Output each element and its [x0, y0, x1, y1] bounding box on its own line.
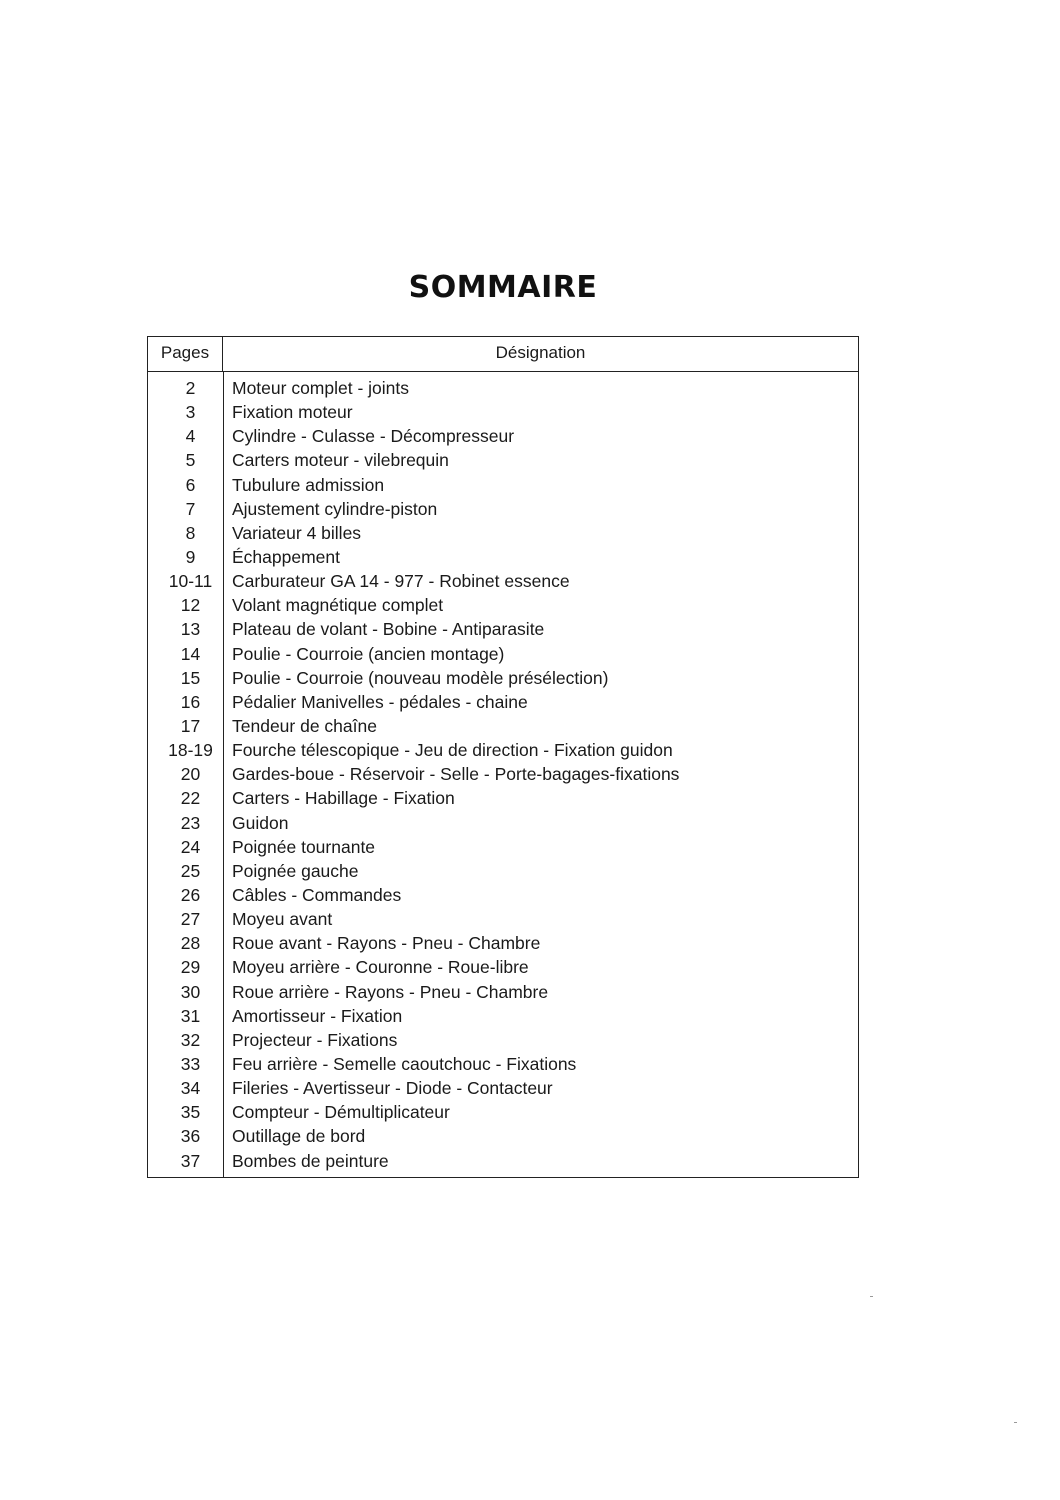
scan-speck	[870, 1296, 873, 1297]
row-page-number: 26	[180, 884, 201, 905]
table-row	[148, 1028, 858, 1052]
row-designation: Pédalier Manivelles - pédales - chaine	[232, 691, 528, 712]
table-row	[148, 1076, 858, 1100]
row-page-number: 34	[180, 1078, 201, 1099]
row-designation: Carters - Habillage - Fixation	[232, 788, 455, 809]
row-designation: Poignée tournante	[232, 836, 376, 857]
row-page-number: 23	[180, 812, 201, 833]
contents-table	[147, 336, 859, 1178]
row-page-number: 20	[180, 764, 201, 785]
row-designation: Fourche télescopique - Jeu de direction - Fixation guidon	[232, 740, 673, 761]
row-page-number: 25	[180, 860, 201, 881]
row-page-number: 33	[180, 1053, 201, 1074]
table-row	[148, 448, 858, 472]
row-page-number: 30	[180, 981, 201, 1002]
table-row	[148, 593, 858, 617]
row-designation: Moteur complet - joints	[232, 378, 410, 398]
table-rows	[148, 372, 858, 1177]
table-row	[148, 835, 858, 859]
table-row	[148, 376, 858, 400]
row-designation: Fileries - Avertisseur - Diode - Contacteur	[232, 1078, 553, 1099]
row-page-number: 4	[185, 426, 196, 447]
row-page-number: 16	[180, 691, 201, 712]
row-page-number: 15	[180, 667, 201, 688]
row-designation: Moyeu arrière - Couronne - Roue-libre	[232, 957, 529, 978]
row-designation: Gardes-boue - Réservoir - Selle - Porte-bagages-fixations	[232, 764, 680, 785]
table-row	[148, 738, 858, 762]
row-page-number: 6	[185, 474, 196, 495]
row-page-number: 37	[180, 1150, 201, 1171]
row-designation: Carters moteur - vilebrequin	[232, 450, 449, 471]
row-page-number: 3	[185, 402, 196, 423]
row-page-number: 5	[185, 450, 196, 471]
row-designation: Tendeur de chaîne	[232, 715, 377, 736]
row-designation: Variateur 4 billes	[232, 522, 362, 543]
table-header	[148, 337, 858, 372]
row-designation: Bombes de peinture	[232, 1150, 389, 1171]
table-row	[148, 617, 858, 641]
table-row	[148, 1124, 858, 1148]
row-page-number: 32	[180, 1029, 201, 1050]
table-row	[148, 666, 858, 690]
table-row	[148, 980, 858, 1004]
table-row	[148, 1052, 858, 1076]
row-page-number: 22	[180, 788, 201, 809]
table-row	[148, 424, 858, 448]
row-designation: Guidon	[232, 812, 289, 833]
table-row	[148, 642, 858, 666]
page-title: SOMMAIRE	[408, 270, 598, 305]
scan-speck	[1014, 1422, 1017, 1423]
row-page-number: 8	[185, 522, 196, 543]
row-page-number: 31	[180, 1005, 201, 1026]
table-row	[148, 762, 858, 786]
table-row	[148, 569, 858, 593]
row-designation: Roue avant - Rayons - Pneu - Chambre	[232, 933, 541, 954]
table-row	[148, 955, 858, 979]
table-row	[148, 714, 858, 738]
row-page-number: 2	[185, 378, 196, 398]
table-row	[148, 545, 858, 569]
row-designation: Roue arrière - Rayons - Pneu - Chambre	[232, 981, 549, 1002]
row-designation: Feu arrière - Semelle caoutchouc - Fixations	[232, 1053, 577, 1074]
row-page-number: 17	[180, 715, 201, 736]
row-page-number: 12	[180, 595, 201, 616]
row-designation: Poignée gauche	[232, 860, 359, 881]
row-page-number: 28	[180, 933, 201, 954]
row-page-number: 13	[180, 619, 201, 640]
row-page-number: 24	[180, 836, 201, 857]
row-designation: Compteur - Démultiplicateur	[232, 1102, 450, 1123]
row-designation: Poulie - Courroie (ancien montage)	[232, 643, 505, 664]
row-page-number: 9	[185, 546, 196, 567]
row-designation: Moyeu avant	[232, 909, 333, 930]
table-row	[148, 521, 858, 545]
table-row	[148, 1100, 858, 1124]
row-page-number: 7	[185, 498, 196, 519]
row-page-number: 36	[180, 1126, 201, 1147]
table-row	[148, 883, 858, 907]
row-designation: Carburateur GA 14 - 977 - Robinet essence	[232, 571, 570, 592]
row-designation: Fixation moteur	[232, 402, 353, 423]
row-designation: Outillage de bord	[232, 1126, 366, 1147]
row-designation: Câbles - Commandes	[232, 884, 402, 905]
table-row	[148, 811, 858, 835]
row-page-number: 18-19	[168, 740, 213, 761]
row-designation: Volant magnétique complet	[232, 595, 444, 616]
column-divider	[223, 372, 224, 1177]
row-designation: Amortisseur - Fixation	[232, 1005, 403, 1026]
row-designation: Poulie - Courroie (nouveau modèle présélection)	[232, 667, 609, 688]
row-page-number: 27	[180, 909, 201, 930]
table-row	[148, 473, 858, 497]
table-row	[148, 1004, 858, 1028]
row-designation: Tubulure admission	[232, 474, 385, 495]
table-row	[148, 1149, 858, 1173]
table-row	[148, 786, 858, 810]
table-row	[148, 931, 858, 955]
row-designation: Projecteur - Fixations	[232, 1029, 398, 1050]
table-row	[148, 497, 858, 521]
row-designation: Plateau de volant - Bobine - Antiparasite	[232, 619, 545, 640]
table-row	[148, 690, 858, 714]
header-designation: Désignation	[495, 343, 586, 362]
row-designation: Ajustement cylindre-piston	[232, 498, 438, 519]
table-row	[148, 907, 858, 931]
row-page-number: 29	[180, 957, 201, 978]
row-designation: Échappement	[232, 546, 340, 567]
table-body	[148, 372, 858, 1177]
row-page-number: 10-11	[168, 571, 213, 592]
table-row	[148, 400, 858, 424]
row-page-number: 35	[180, 1102, 201, 1123]
row-page-number: 14	[180, 643, 201, 664]
header-pages: Pages	[148, 337, 223, 371]
table-row	[148, 859, 858, 883]
row-designation: Cylindre - Culasse - Décompresseur	[232, 426, 515, 447]
